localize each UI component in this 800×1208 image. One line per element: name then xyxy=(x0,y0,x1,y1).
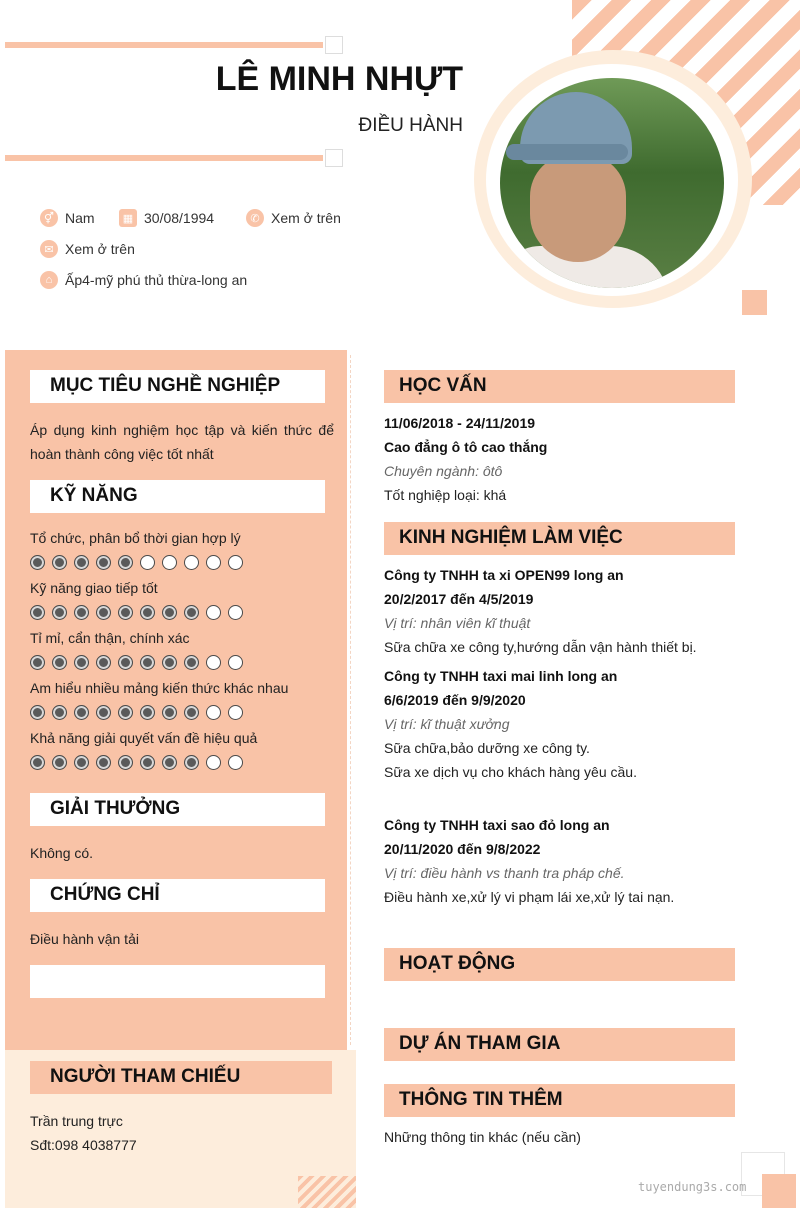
rating-dot-filled xyxy=(52,555,67,570)
rating-dot-filled xyxy=(96,555,111,570)
calendar-icon: ▦ xyxy=(119,209,137,227)
candidate-title: ĐIỀU HÀNH xyxy=(358,115,463,136)
rating-dot-empty xyxy=(184,555,199,570)
objective-heading: MỤC TIÊU NGHỀ NGHIỆP xyxy=(30,370,325,403)
awards-heading: GIẢI THƯỞNG xyxy=(30,793,325,826)
rating-dot-filled xyxy=(184,655,199,670)
rating-dot-filled xyxy=(30,605,45,620)
candidate-name: LÊ MINH NHỰT xyxy=(215,60,463,98)
rating-dot-filled xyxy=(52,655,67,670)
skill-rating xyxy=(30,555,250,570)
avatar xyxy=(500,78,724,288)
email-icon: ✉ xyxy=(40,240,58,258)
skill-rating xyxy=(30,605,250,620)
rating-dot-filled xyxy=(74,655,89,670)
rating-dot-filled xyxy=(162,755,177,770)
rating-dot-filled xyxy=(52,755,67,770)
birthday-value: 30/08/1994 xyxy=(144,210,215,226)
projects-heading: DỰ ÁN THAM GIA xyxy=(384,1028,735,1061)
awards-text: Không có. xyxy=(30,845,94,861)
email-value: Xem ở trên xyxy=(65,241,135,257)
job-company: Công ty TNHH taxi mai linh long an xyxy=(384,668,618,684)
skill-rating xyxy=(30,755,250,770)
education-heading: HỌC VẤN xyxy=(384,370,735,403)
contact-phone xyxy=(246,209,341,227)
rating-dot-filled xyxy=(162,605,177,620)
rating-dot-filled xyxy=(96,655,111,670)
certificates-heading: CHỨNG CHỈ xyxy=(30,879,325,912)
rating-dot-empty xyxy=(206,705,221,720)
corner-square xyxy=(762,1174,796,1208)
rating-dot-filled xyxy=(140,605,155,620)
rating-dot-filled xyxy=(74,705,89,720)
rating-dot-filled xyxy=(118,755,133,770)
gender-icon: ⚥ xyxy=(40,209,58,227)
education-dates: 11/06/2018 - 24/11/2019 xyxy=(384,415,536,431)
skill-name: Kỹ năng giao tiếp tốt xyxy=(30,580,158,596)
gender-value: Nam xyxy=(65,210,95,226)
rating-dot-filled xyxy=(118,655,133,670)
contact-gender xyxy=(40,209,95,227)
reference-name: Trần trung trực xyxy=(30,1113,123,1129)
phone-icon: ✆ xyxy=(246,209,264,227)
home-icon: ⌂ xyxy=(40,271,58,289)
job-position: Vị trí: điều hành vs thanh tra pháp chế. xyxy=(384,865,625,881)
skill-name: Tỉ mỉ, cẩn thận, chính xác xyxy=(30,630,190,646)
rating-dot-empty xyxy=(206,605,221,620)
education-grade: Tốt nghiệp loại: khá xyxy=(384,487,507,503)
rating-dot-filled xyxy=(96,755,111,770)
phone-value: Xem ở trên xyxy=(271,210,341,226)
rating-dot-filled xyxy=(118,605,133,620)
job-dates: 6/6/2019 đến 9/9/2020 xyxy=(384,692,526,708)
rating-dot-filled xyxy=(162,705,177,720)
experience-heading: KINH NGHIỆM LÀM VIỆC xyxy=(384,522,735,555)
skill-name: Khả năng giải quyết vấn đề hiệu quả xyxy=(30,730,258,746)
references-heading: NGƯỜI THAM CHIẾU xyxy=(30,1061,332,1094)
education-major: Chuyên ngành: ôtô xyxy=(384,463,503,479)
rating-dot-empty xyxy=(206,655,221,670)
rating-dot-empty xyxy=(228,655,243,670)
rating-dot-empty xyxy=(140,555,155,570)
column-divider xyxy=(347,355,351,1045)
job-dates: 20/2/2017 đến 4/5/2019 xyxy=(384,591,534,607)
skill-name: Am hiểu nhiều mảng kiến thức khác nhau xyxy=(30,680,289,696)
name-bottom-line xyxy=(5,155,323,161)
rating-dot-filled xyxy=(52,605,67,620)
rating-dot-empty xyxy=(206,755,221,770)
rating-dot-empty xyxy=(228,705,243,720)
skill-rating xyxy=(30,705,250,720)
contact-email xyxy=(40,240,135,258)
education-school: Cao đẳng ô tô cao thắng xyxy=(384,439,548,455)
rating-dot-filled xyxy=(162,655,177,670)
rating-dot-filled xyxy=(96,705,111,720)
rating-dot-filled xyxy=(30,555,45,570)
objective-text: Áp dụng kinh nghiệm học tập và kiến thức để hoàn thành công việc tốt nhất xyxy=(30,422,334,462)
rating-dot-empty xyxy=(206,555,221,570)
rating-dot-filled xyxy=(140,705,155,720)
rating-dot-empty xyxy=(228,605,243,620)
rating-dot-empty xyxy=(162,555,177,570)
job-description: Sữa chữa xe công ty,hướng dẫn vận hành thiết bị. xyxy=(384,639,697,655)
reference-phone: Sđt:098 4038777 xyxy=(30,1137,137,1153)
activities-heading: HOẠT ĐỘNG xyxy=(384,948,735,981)
skill-name: Tổ chức, phân bổ thời gian hợp lý xyxy=(30,530,241,546)
rating-dot-filled xyxy=(74,755,89,770)
rating-dot-filled xyxy=(30,755,45,770)
rating-dot-empty xyxy=(228,755,243,770)
job-company: Công ty TNHH taxi sao đỏ long an xyxy=(384,817,610,833)
contact-birthday xyxy=(119,209,214,227)
rating-dot-filled xyxy=(184,755,199,770)
rating-dot-filled xyxy=(140,755,155,770)
address-value: Ấp4-mỹ phú thủ thừa-long an xyxy=(65,272,248,288)
job-description: Điều hành xe,xử lý vi phạm lái xe,xử lý tai nạn. xyxy=(384,889,675,905)
job-company: Công ty TNHH ta xi OPEN99 long an xyxy=(384,567,624,583)
decor-square xyxy=(742,290,767,315)
rating-dot-filled xyxy=(74,605,89,620)
job-description: Sữa xe dịch vụ cho khách hàng yêu cầu. xyxy=(384,764,637,780)
contact-address xyxy=(40,271,247,289)
rating-dot-filled xyxy=(74,555,89,570)
job-position: Vị trí: nhân viên kĩ thuật xyxy=(384,615,531,631)
empty-heading-box xyxy=(30,965,325,998)
rating-dot-filled xyxy=(140,655,155,670)
rating-dot-filled xyxy=(184,605,199,620)
more-info-text: Những thông tin khác (nếu cần) xyxy=(384,1129,581,1145)
rating-dot-filled xyxy=(30,705,45,720)
certificates-text: Điều hành vận tải xyxy=(30,931,139,947)
name-top-line xyxy=(5,42,323,48)
rating-dot-filled xyxy=(96,605,111,620)
rating-dot-filled xyxy=(52,705,67,720)
more-info-heading: THÔNG TIN THÊM xyxy=(384,1084,735,1117)
rating-dot-filled xyxy=(30,655,45,670)
job-dates: 20/11/2020 đến 9/8/2022 xyxy=(384,841,541,857)
skill-rating xyxy=(30,655,250,670)
rating-dot-filled xyxy=(118,705,133,720)
job-description: Sữa chữa,bảo dưỡng xe công ty. xyxy=(384,740,590,756)
rating-dot-empty xyxy=(228,555,243,570)
skills-heading: KỸ NĂNG xyxy=(30,480,325,513)
job-position: Vị trí: kĩ thuật xưởng xyxy=(384,716,510,732)
rating-dot-filled xyxy=(118,555,133,570)
bottom-stripes-decoration xyxy=(298,1176,356,1208)
rating-dot-filled xyxy=(184,705,199,720)
watermark: tuyendung3s.com xyxy=(638,1180,747,1194)
